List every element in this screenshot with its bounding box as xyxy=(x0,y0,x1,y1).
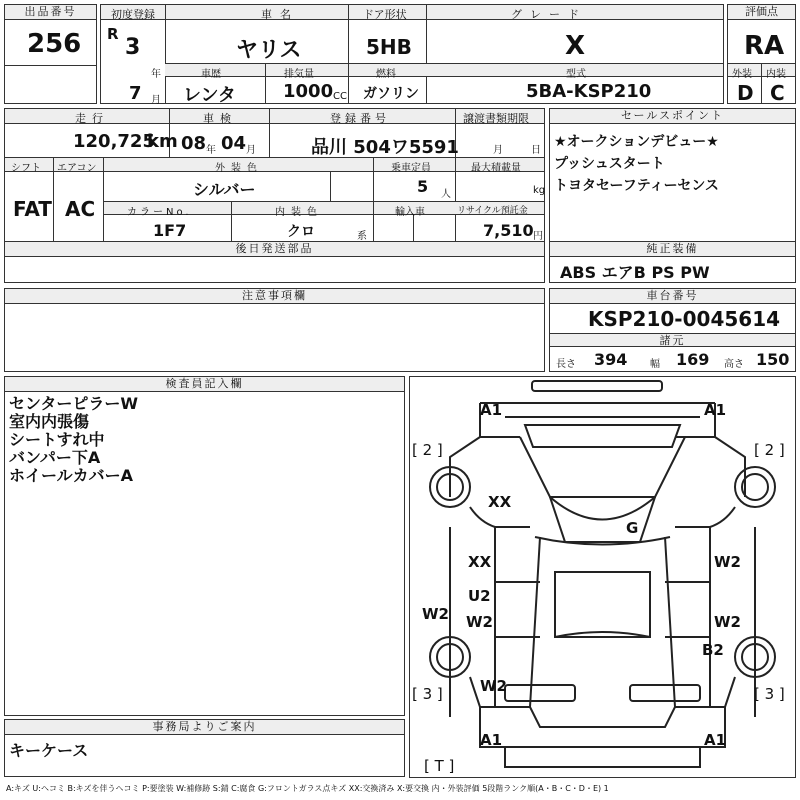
displacement: 1000 xyxy=(283,81,334,102)
month-unit: 月 xyxy=(151,95,161,106)
equipment-label: 純正装備 xyxy=(550,242,795,257)
mark-left-2: [ 2 ] xyxy=(412,441,443,459)
history-label: 車歴 xyxy=(201,69,221,80)
shift-label: シフト xyxy=(11,163,41,174)
equipment-value: ABS エアB PS PW xyxy=(560,263,710,282)
mark-rear-right: B2 xyxy=(702,641,724,659)
reg-month: 7 xyxy=(129,83,142,104)
load-unit: kg xyxy=(533,185,546,196)
ac-label: エアコン xyxy=(57,163,97,174)
mark-windshield: G xyxy=(626,519,639,537)
office-box xyxy=(4,719,405,777)
lot-number: 256 xyxy=(27,29,82,59)
insp-year: 08 xyxy=(181,133,207,154)
load-label: 最大積載量 xyxy=(471,163,521,174)
recycle-unit: 円 xyxy=(533,231,543,242)
chassis-number: KSP210-0045614 xyxy=(588,307,781,331)
inspector-note-3: シートすれ中 xyxy=(9,430,105,449)
import-label: 輸入車 xyxy=(395,207,425,218)
height: 150 xyxy=(756,350,790,369)
exterior-grade: D xyxy=(737,81,754,105)
grade: X xyxy=(565,31,586,61)
door-label: ドア形状 xyxy=(363,8,407,21)
era: R xyxy=(107,25,119,43)
office-note: キーケース xyxy=(9,741,89,760)
length: 394 xyxy=(594,350,628,369)
lot-number-box xyxy=(4,4,97,104)
car-name-label: 車名 xyxy=(261,8,299,21)
width-label: 幅 xyxy=(650,359,660,370)
inspector-label: 検査員記入欄 xyxy=(5,377,404,392)
office-label: 事務局よりご案内 xyxy=(5,720,404,735)
mark-door-fl: XX xyxy=(468,553,492,571)
inspector-note-4: バンパー下A xyxy=(9,448,101,467)
plate-label: 登録番号 xyxy=(330,112,390,125)
color-no: 1F7 xyxy=(153,221,187,240)
mileage: 120,725 xyxy=(73,131,155,152)
int-color-label: 内装色 xyxy=(275,207,323,218)
sales-point-2: プッシュスタート xyxy=(554,156,665,172)
top-info-box xyxy=(100,4,724,104)
interior-grade: C xyxy=(770,81,785,105)
sales-point-1: ★オークションデビュー★ xyxy=(554,134,719,150)
chassis-box xyxy=(549,288,796,372)
car-outline xyxy=(410,377,795,777)
score-box xyxy=(727,4,796,104)
inspection-label: 車検 xyxy=(203,112,237,125)
door-type: 5HB xyxy=(366,35,412,59)
inspector-note-5: ホイールカバーA xyxy=(9,466,134,485)
spec-label: 諸元 xyxy=(550,334,795,347)
mark-door-fr: W2 xyxy=(714,553,741,571)
displacement-label: 排気量 xyxy=(284,69,314,80)
equipment-box xyxy=(549,241,796,283)
length-label: 長さ xyxy=(556,359,576,370)
lot-number-label: 出品番号 xyxy=(5,5,96,20)
mileage-label: 走行 xyxy=(75,112,109,125)
transfer-month: 月 xyxy=(493,145,503,156)
width: 169 xyxy=(676,350,710,369)
year-unit: 年 xyxy=(151,69,161,80)
mark-door-rr: W2 xyxy=(714,613,741,631)
ext-color-label: 外装色 xyxy=(215,163,263,174)
plate-number: 品川 504ワ5591 xyxy=(311,137,459,158)
mark-door-rl: W2 xyxy=(466,613,493,631)
mark-pillar-left: U2 xyxy=(468,587,491,605)
mark-front-right: A1 xyxy=(704,401,727,419)
mark-right-3: [ 3 ] xyxy=(754,685,785,703)
cc-unit: CC xyxy=(333,91,347,102)
mark-bumper-left: A1 xyxy=(480,731,503,749)
height-label: 高さ xyxy=(724,359,744,370)
sales-points-label: セールスポイント xyxy=(550,109,795,124)
air-conditioner: AC xyxy=(65,197,96,221)
legend: A:キズ U:ヘコミ B:キズを伴うヘコミ P:要塗装 W:補修跡 S:錆 C:腐食 G:フロントガラス点キズ XX:交換済み X:要交換 内・外装評価 5段階ランク順(A・B・C・D・E) 1 xyxy=(6,784,609,793)
car-name: ヤリス xyxy=(236,38,302,63)
mark-fender-left: XX xyxy=(488,493,512,511)
ext-color: シルバー xyxy=(193,180,256,199)
mark-front-left: A1 xyxy=(480,401,503,419)
score-label: 評価点 xyxy=(728,5,795,20)
int-color: クロ xyxy=(287,224,315,240)
later-parts-label: 後日発送部品 xyxy=(5,242,544,257)
chassis-label: 車台番号 xyxy=(550,289,795,304)
sales-points-box xyxy=(549,108,796,242)
model: 5BA-KSP210 xyxy=(526,81,652,102)
detail-box xyxy=(4,108,545,242)
interior-label: 内装 xyxy=(766,69,786,80)
damage-diagram xyxy=(409,376,796,778)
transfer-day: 日 xyxy=(531,145,541,156)
inspector-note-2: 室内内張傷 xyxy=(9,412,90,431)
mark-rear-left: W2 xyxy=(480,677,507,695)
fuel-label: 燃料 xyxy=(376,69,396,80)
exterior-label: 外装 xyxy=(732,69,752,80)
capacity: 5 xyxy=(417,177,429,196)
km-unit: km xyxy=(147,131,178,152)
notes-label: 注意事項欄 xyxy=(5,289,544,304)
transfer-label: 譲渡書類期限 xyxy=(463,112,529,125)
inspector-note-1: センターピラーW xyxy=(9,394,139,413)
shift: FAT xyxy=(13,197,52,221)
mark-left-3: [ 3 ] xyxy=(412,685,443,703)
insp-month: 04 xyxy=(221,133,247,154)
fuel: ガソリン xyxy=(363,86,419,102)
inspector-box xyxy=(4,376,405,716)
color-no-label: カラーNo. xyxy=(127,207,192,218)
insp-year-unit: 年 xyxy=(206,145,216,156)
capacity-label: 乗車定員 xyxy=(391,163,431,174)
recycle-fee: 7,510 xyxy=(483,221,534,240)
int-color-unit: 系 xyxy=(357,231,367,242)
score: RA xyxy=(744,31,785,61)
reg-year: 3 xyxy=(125,35,141,60)
later-parts-box xyxy=(4,241,545,283)
mark-side-left: W2 xyxy=(422,605,449,623)
model-label: 型式 xyxy=(566,69,586,80)
mark-trunk: [ T ] xyxy=(424,757,455,775)
recycle-label: リサイクル預託金 xyxy=(457,206,528,216)
notes-box xyxy=(4,288,545,372)
insp-month-unit: 月 xyxy=(246,145,256,156)
first-reg-label: 初度登録 xyxy=(111,8,155,21)
grade-label: グレード xyxy=(511,8,587,21)
sales-point-3: トヨタセーフティーセンス xyxy=(554,178,719,194)
mark-bumper-right: A1 xyxy=(704,731,727,749)
history: レンタ xyxy=(183,85,236,106)
capacity-unit: 人 xyxy=(441,189,451,200)
mark-right-2: [ 2 ] xyxy=(754,441,785,459)
